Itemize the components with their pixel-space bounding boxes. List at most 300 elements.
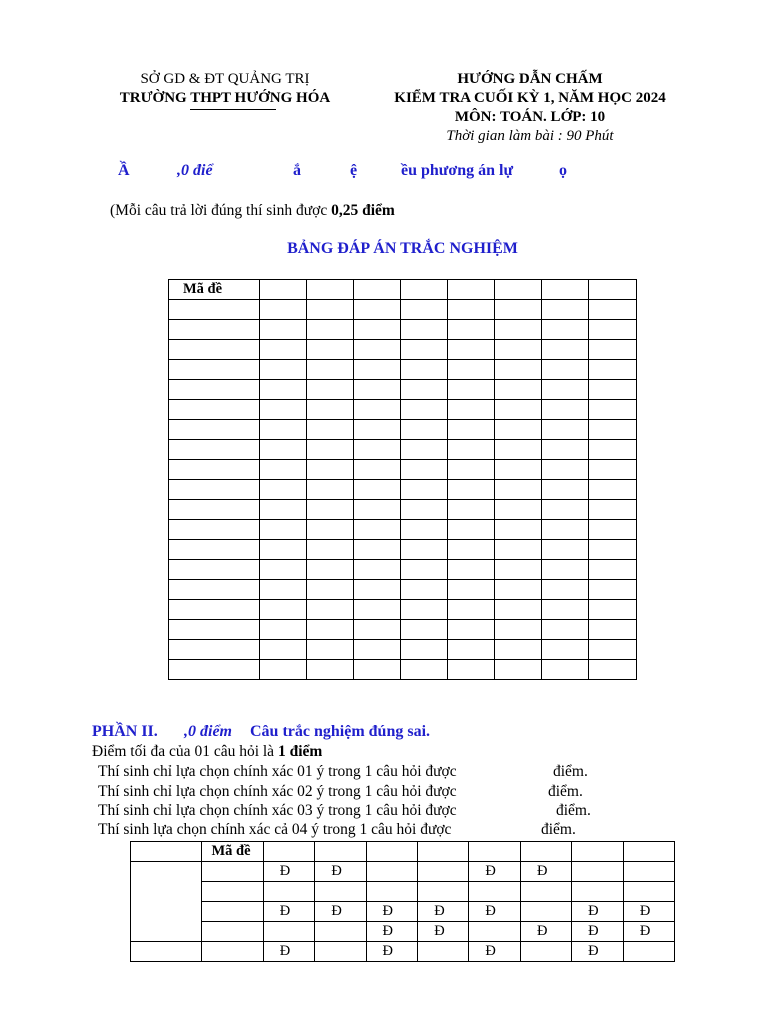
part1-title bbox=[118, 162, 618, 182]
answer-table-cell bbox=[353, 600, 400, 620]
answer-table-cell bbox=[259, 520, 306, 540]
answer-table-cell bbox=[447, 320, 494, 340]
answer-table-cell bbox=[259, 600, 306, 620]
answer-table-cell bbox=[259, 540, 306, 560]
tf-answer-cell: Đ bbox=[366, 942, 418, 962]
tf-answer-cell: Đ bbox=[623, 902, 674, 922]
school-header bbox=[80, 70, 370, 108]
answer-table-cell bbox=[541, 560, 588, 580]
exam-name: KIỂM TRA CUỐI KỲ 1, NĂM HỌC 2024 bbox=[394, 90, 666, 106]
subject-grade: MÔN: TOÁN. LỚP: 10 bbox=[454, 109, 606, 125]
answer-table-cell bbox=[494, 340, 541, 360]
answer-table-row bbox=[169, 640, 637, 660]
answer-table-cell bbox=[169, 440, 260, 460]
tf-table-header-label: Mã đề bbox=[201, 842, 263, 862]
answer-table-cell bbox=[400, 500, 447, 520]
answer-table-cell bbox=[447, 640, 494, 660]
answer-table-cell bbox=[169, 600, 260, 620]
note-text: (Mỗi câu trả lời đúng thí sinh được bbox=[110, 202, 332, 219]
tf-answer-cell: Đ bbox=[572, 942, 624, 962]
school-underline bbox=[190, 109, 276, 110]
rule-3-text: Thí sinh chỉ lựa chọn chính xác 03 ý trong 1 câu hỏi được bbox=[98, 802, 457, 819]
rule-4-suffix: điểm. bbox=[541, 821, 576, 838]
answer-table-cell bbox=[400, 580, 447, 600]
answer-table-cell bbox=[400, 440, 447, 460]
answer-table-cell bbox=[447, 520, 494, 540]
tf-table-row bbox=[131, 942, 675, 962]
answer-table-cell bbox=[259, 300, 306, 320]
answer-table-cell bbox=[494, 560, 541, 580]
rule-1 bbox=[98, 763, 588, 781]
answer-table-cell bbox=[353, 360, 400, 380]
answer-table-cell bbox=[494, 440, 541, 460]
answer-table-cell bbox=[169, 420, 260, 440]
answer-table-cell bbox=[169, 380, 260, 400]
answer-table-cell bbox=[169, 300, 260, 320]
tf-answer-cell bbox=[315, 942, 366, 962]
answer-table-cell bbox=[447, 600, 494, 620]
answer-table-cell bbox=[494, 580, 541, 600]
answer-table-cell bbox=[353, 320, 400, 340]
rule-1-text: Thí sinh chỉ lựa chọn chính xác 01 ý trong 1 câu hỏi được bbox=[98, 763, 457, 780]
answer-table-row bbox=[169, 520, 637, 540]
tf-answer-cell: Đ bbox=[315, 862, 366, 882]
tf-answer-cell bbox=[521, 882, 572, 902]
true-false-table bbox=[130, 841, 675, 962]
tf-table-cell bbox=[418, 842, 469, 862]
answer-table-cell bbox=[541, 600, 588, 620]
answer-table-cell bbox=[169, 620, 260, 640]
answer-table-cell bbox=[259, 420, 306, 440]
answer-table-row bbox=[169, 580, 637, 600]
answer-table-cell bbox=[353, 300, 400, 320]
answer-table-cell bbox=[353, 420, 400, 440]
answer-table-cell bbox=[494, 660, 541, 680]
answer-table-cell bbox=[588, 600, 636, 620]
answer-table-row bbox=[169, 440, 637, 460]
answer-table-cell bbox=[306, 280, 353, 300]
tf-answer-cell bbox=[418, 862, 469, 882]
answer-table-row bbox=[169, 600, 637, 620]
answer-table-cell bbox=[353, 640, 400, 660]
answer-table-cell bbox=[447, 420, 494, 440]
answer-table-cell bbox=[306, 660, 353, 680]
tf-table-code-cell bbox=[201, 862, 263, 882]
answer-table-cell bbox=[447, 280, 494, 300]
answer-table-cell bbox=[447, 500, 494, 520]
max-score-text: Điểm tối đa của 01 câu hỏi là bbox=[92, 743, 278, 760]
answer-table-row bbox=[169, 320, 637, 340]
tf-table-cell bbox=[623, 842, 674, 862]
tf-answer-cell: Đ bbox=[469, 862, 521, 882]
answer-table-row bbox=[169, 340, 637, 360]
tf-answer-cell: Đ bbox=[521, 922, 572, 942]
answer-table-cell bbox=[169, 560, 260, 580]
tf-answer-cell: Đ bbox=[366, 922, 418, 942]
answer-table-cell bbox=[400, 620, 447, 640]
rule-4 bbox=[98, 821, 576, 839]
answer-table-cell bbox=[588, 660, 636, 680]
answer-table-cell bbox=[541, 320, 588, 340]
exam-duration: Thời gian làm bài : 90 Phút bbox=[446, 128, 614, 144]
answer-table-cell bbox=[494, 360, 541, 380]
tf-answer-cell: Đ bbox=[521, 862, 572, 882]
answer-table-cell bbox=[306, 300, 353, 320]
answer-table-cell bbox=[169, 460, 260, 480]
answer-table-cell bbox=[169, 540, 260, 560]
answer-table-cell bbox=[588, 280, 636, 300]
answer-table-cell bbox=[306, 640, 353, 660]
answer-table-cell bbox=[447, 460, 494, 480]
answer-table-cell bbox=[259, 360, 306, 380]
answer-table-row bbox=[169, 380, 637, 400]
answer-table-cell bbox=[541, 500, 588, 520]
answer-table-cell bbox=[541, 620, 588, 640]
answer-table-row bbox=[169, 300, 637, 320]
part1-frag-2: ,0 điể bbox=[177, 162, 213, 179]
answer-table-cell bbox=[400, 480, 447, 500]
answer-table-cell bbox=[353, 540, 400, 560]
answer-table-cell bbox=[259, 460, 306, 480]
answer-table-cell bbox=[494, 420, 541, 440]
answer-table-cell bbox=[306, 320, 353, 340]
answer-table-cell bbox=[494, 280, 541, 300]
tf-table-row bbox=[131, 922, 675, 942]
tf-answer-cell: Đ bbox=[572, 902, 624, 922]
tf-answer-cell bbox=[366, 862, 418, 882]
answer-table-cell bbox=[169, 660, 260, 680]
answer-table-cell bbox=[494, 480, 541, 500]
answer-table-cell bbox=[306, 360, 353, 380]
note-points: 0,25 điểm bbox=[331, 202, 395, 219]
answer-table-cell bbox=[169, 400, 260, 420]
tf-table-merged-cell bbox=[131, 862, 202, 942]
answer-table-cell bbox=[541, 660, 588, 680]
answer-table-cell bbox=[588, 640, 636, 660]
tf-table-cell bbox=[469, 842, 521, 862]
answer-table-cell bbox=[494, 520, 541, 540]
answer-table-cell bbox=[447, 360, 494, 380]
rule-4-text: Thí sinh lựa chọn chính xác cả 04 ý trong 1 câu hỏi được bbox=[98, 821, 452, 838]
answer-table-cell bbox=[400, 560, 447, 580]
answer-table-cell bbox=[400, 460, 447, 480]
answer-table-cell bbox=[306, 540, 353, 560]
part1-frag-4: ệ bbox=[350, 162, 358, 179]
answer-table-cell bbox=[169, 480, 260, 500]
part1-frag-6: ọ bbox=[559, 162, 567, 179]
answer-table-cell bbox=[400, 660, 447, 680]
answer-table-cell bbox=[353, 580, 400, 600]
tf-answer-cell bbox=[572, 862, 624, 882]
tf-answer-cell: Đ bbox=[623, 922, 674, 942]
tf-answer-cell bbox=[469, 882, 521, 902]
rule-2-text: Thí sinh chỉ lựa chọn chính xác 02 ý trong 1 câu hỏi được bbox=[98, 783, 457, 800]
answer-table-cell bbox=[541, 360, 588, 380]
answer-table-cell bbox=[259, 380, 306, 400]
answer-table-cell bbox=[353, 620, 400, 640]
answer-table-cell bbox=[541, 520, 588, 540]
answer-table-cell bbox=[400, 280, 447, 300]
answer-table-cell bbox=[169, 320, 260, 340]
tf-answer-cell bbox=[315, 882, 366, 902]
tf-answer-cell: Đ bbox=[572, 922, 624, 942]
tf-answer-cell bbox=[315, 922, 366, 942]
tf-table-cell bbox=[131, 942, 202, 962]
answer-table-cell bbox=[588, 320, 636, 340]
answer-table-cell bbox=[494, 320, 541, 340]
answer-table-row bbox=[169, 460, 637, 480]
tf-table-cell bbox=[263, 842, 315, 862]
answer-table-cell bbox=[169, 580, 260, 600]
part1-frag-1: Ầ bbox=[118, 162, 130, 179]
answer-table-cell bbox=[259, 500, 306, 520]
answer-table-row bbox=[169, 420, 637, 440]
answer-table-cell bbox=[541, 480, 588, 500]
answer-table-cell bbox=[588, 440, 636, 460]
doc-title: HƯỚNG DẪN CHẤM bbox=[457, 71, 603, 87]
tf-table-cell bbox=[131, 842, 202, 862]
part1-frag-5: ều phương án lự bbox=[401, 162, 514, 179]
answer-table-cell bbox=[494, 300, 541, 320]
rule-1-suffix: điểm. bbox=[553, 763, 588, 780]
answer-table-cell bbox=[588, 420, 636, 440]
answer-table-cell bbox=[259, 620, 306, 640]
answer-table-cell bbox=[259, 440, 306, 460]
answer-table-cell bbox=[494, 640, 541, 660]
tf-table-code-cell bbox=[201, 922, 263, 942]
answer-table-cell bbox=[353, 340, 400, 360]
tf-answer-cell bbox=[623, 942, 674, 962]
answer-table-title: BẢNG ĐÁP ÁN TRẮC NGHIỆM bbox=[287, 240, 518, 257]
answer-table-cell bbox=[169, 360, 260, 380]
answer-table-cell bbox=[447, 400, 494, 420]
answer-table-cell bbox=[400, 540, 447, 560]
tf-answer-cell bbox=[623, 862, 674, 882]
answer-table-cell bbox=[353, 660, 400, 680]
tf-answer-cell: Đ bbox=[263, 942, 315, 962]
answer-table-cell bbox=[541, 460, 588, 480]
max-score-line bbox=[92, 743, 322, 761]
answer-table-cell bbox=[259, 640, 306, 660]
answer-table-cell bbox=[588, 300, 636, 320]
max-score-value: 1 điểm bbox=[277, 743, 323, 760]
answer-table-cell bbox=[306, 600, 353, 620]
answer-table-row bbox=[169, 540, 637, 560]
tf-answer-cell: Đ bbox=[263, 862, 315, 882]
answer-table-cell bbox=[447, 620, 494, 640]
answer-table-cell bbox=[259, 280, 306, 300]
answer-table-cell bbox=[353, 280, 400, 300]
part2-label: PHẦN II. bbox=[92, 723, 158, 740]
part2-points: ,0 điểm bbox=[184, 723, 232, 740]
answer-table-row bbox=[169, 400, 637, 420]
answer-table-cell bbox=[588, 520, 636, 540]
answer-table-cell bbox=[588, 380, 636, 400]
answer-table-row bbox=[169, 480, 637, 500]
answer-table-row bbox=[169, 360, 637, 380]
tf-table-header-row bbox=[131, 842, 675, 862]
answer-table-cell bbox=[400, 340, 447, 360]
answer-table-cell bbox=[400, 640, 447, 660]
answer-table-cell bbox=[353, 480, 400, 500]
tf-table-row bbox=[131, 902, 675, 922]
answer-table-cell bbox=[306, 400, 353, 420]
answer-table-cell bbox=[588, 620, 636, 640]
answer-table-cell bbox=[353, 560, 400, 580]
answer-table-cell bbox=[306, 340, 353, 360]
answer-table-cell bbox=[447, 440, 494, 460]
answer-table-cell bbox=[400, 360, 447, 380]
answer-table-cell bbox=[494, 400, 541, 420]
answer-table-cell bbox=[494, 540, 541, 560]
answer-table-cell bbox=[306, 580, 353, 600]
answer-table-cell bbox=[588, 340, 636, 360]
answer-table-cell bbox=[588, 360, 636, 380]
answer-table-cell bbox=[541, 300, 588, 320]
answer-table-cell bbox=[447, 380, 494, 400]
answer-table-cell bbox=[353, 440, 400, 460]
answer-table-cell bbox=[306, 480, 353, 500]
rule-2 bbox=[98, 783, 583, 801]
answer-table-cell bbox=[259, 340, 306, 360]
answer-table-cell bbox=[306, 500, 353, 520]
answer-table-cell bbox=[306, 440, 353, 460]
tf-table-cell bbox=[521, 842, 572, 862]
answer-table-cell bbox=[259, 660, 306, 680]
answer-table-cell bbox=[588, 480, 636, 500]
answer-table-row bbox=[169, 660, 637, 680]
answer-table-row bbox=[169, 560, 637, 580]
answer-table-cell bbox=[169, 500, 260, 520]
answer-table-cell bbox=[259, 560, 306, 580]
part2-type: Câu trắc nghiệm đúng sai. bbox=[250, 723, 431, 740]
answer-table-cell bbox=[169, 340, 260, 360]
answer-table-cell bbox=[259, 480, 306, 500]
tf-answer-cell: Đ bbox=[469, 902, 521, 922]
answer-table-row bbox=[169, 620, 637, 640]
tf-answer-cell bbox=[469, 922, 521, 942]
answer-table-cell bbox=[400, 520, 447, 540]
tf-answer-cell bbox=[521, 902, 572, 922]
answer-table-cell bbox=[306, 380, 353, 400]
answer-table-cell bbox=[353, 500, 400, 520]
tf-answer-cell bbox=[572, 882, 624, 902]
rule-3-suffix: điểm. bbox=[556, 802, 591, 819]
answer-table-cell bbox=[259, 400, 306, 420]
exam-header bbox=[350, 70, 710, 146]
answer-table-cell bbox=[541, 340, 588, 360]
part1-frag-3: ắ bbox=[293, 162, 301, 179]
tf-table-code-cell bbox=[201, 902, 263, 922]
answer-table-cell bbox=[588, 540, 636, 560]
answer-table-cell bbox=[494, 500, 541, 520]
answer-table-cell bbox=[400, 380, 447, 400]
answer-table-cell bbox=[400, 600, 447, 620]
school-name: TRƯỜNG THPT HƯỚNG HÓA bbox=[119, 90, 331, 106]
answer-table-cell bbox=[588, 500, 636, 520]
tf-table-cell bbox=[315, 842, 366, 862]
tf-table-cell bbox=[572, 842, 624, 862]
tf-answer-cell: Đ bbox=[418, 922, 469, 942]
answer-table-cell bbox=[447, 480, 494, 500]
tf-answer-cell bbox=[366, 882, 418, 902]
part2-title bbox=[92, 723, 492, 743]
answer-table-cell bbox=[169, 520, 260, 540]
answer-table-row bbox=[169, 500, 637, 520]
answer-table-cell bbox=[306, 420, 353, 440]
answer-table bbox=[168, 279, 637, 680]
answer-table-cell bbox=[541, 580, 588, 600]
answer-table-cell bbox=[400, 300, 447, 320]
answer-table-cell bbox=[494, 620, 541, 640]
tf-answer-cell: Đ bbox=[366, 902, 418, 922]
answer-table-cell bbox=[447, 560, 494, 580]
department-name: SỞ GD & ĐT QUẢNG TRỊ bbox=[140, 71, 310, 87]
answer-table-cell bbox=[447, 660, 494, 680]
tf-answer-cell: Đ bbox=[469, 942, 521, 962]
answer-table-cell bbox=[494, 460, 541, 480]
answer-table-cell bbox=[400, 320, 447, 340]
answer-table-cell bbox=[306, 460, 353, 480]
answer-table-cell bbox=[541, 280, 588, 300]
answer-table-cell bbox=[353, 520, 400, 540]
tf-answer-cell bbox=[418, 942, 469, 962]
answer-table-cell bbox=[447, 580, 494, 600]
answer-table-header-label: Mã đề bbox=[169, 280, 260, 300]
answer-table-cell bbox=[259, 580, 306, 600]
answer-table-cell bbox=[353, 460, 400, 480]
tf-answer-cell: Đ bbox=[418, 902, 469, 922]
answer-table-cell bbox=[306, 520, 353, 540]
tf-table-row bbox=[131, 862, 675, 882]
answer-table-cell bbox=[353, 380, 400, 400]
answer-table-cell bbox=[541, 540, 588, 560]
answer-table-cell bbox=[541, 400, 588, 420]
answer-table-cell bbox=[588, 560, 636, 580]
tf-answer-cell: Đ bbox=[315, 902, 366, 922]
answer-table-cell bbox=[588, 580, 636, 600]
answer-table-cell bbox=[541, 420, 588, 440]
tf-table-code-cell bbox=[201, 942, 263, 962]
answer-table-cell bbox=[306, 560, 353, 580]
rule-3 bbox=[98, 802, 591, 820]
answer-table-header-row bbox=[169, 280, 637, 300]
tf-answer-cell bbox=[623, 882, 674, 902]
tf-table-code-cell bbox=[201, 882, 263, 902]
answer-table-cell bbox=[588, 400, 636, 420]
tf-table-row bbox=[131, 882, 675, 902]
tf-answer-cell bbox=[521, 942, 572, 962]
tf-table-cell bbox=[366, 842, 418, 862]
answer-table-cell bbox=[400, 420, 447, 440]
answer-table-cell bbox=[447, 540, 494, 560]
answer-table-cell bbox=[400, 400, 447, 420]
answer-table-cell bbox=[259, 320, 306, 340]
tf-answer-cell bbox=[263, 922, 315, 942]
tf-answer-cell bbox=[263, 882, 315, 902]
tf-answer-cell bbox=[418, 882, 469, 902]
tf-answer-cell: Đ bbox=[263, 902, 315, 922]
answer-table-cell bbox=[588, 460, 636, 480]
answer-table-cell bbox=[494, 380, 541, 400]
part1-note bbox=[110, 202, 395, 220]
answer-table-cell bbox=[169, 640, 260, 660]
answer-table-cell bbox=[541, 640, 588, 660]
answer-table-cell bbox=[494, 600, 541, 620]
answer-table-cell bbox=[353, 400, 400, 420]
answer-table-cell bbox=[541, 440, 588, 460]
answer-table-cell bbox=[541, 380, 588, 400]
